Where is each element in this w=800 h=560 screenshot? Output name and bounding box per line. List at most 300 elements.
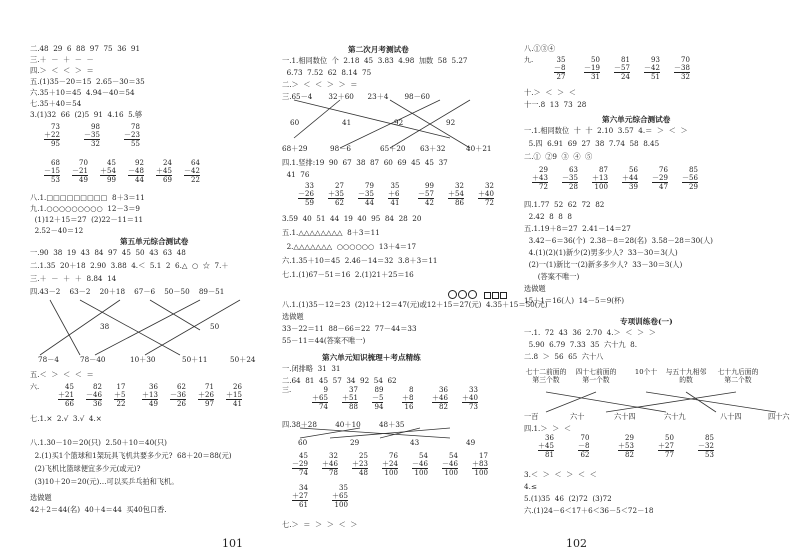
calc-operand-b-value: 83 — [479, 460, 488, 468]
answer-line: 三.＋ － ＋ ＋ 8.84 14 — [30, 274, 117, 283]
calc-operator: － — [554, 64, 561, 72]
calc-result: 53 — [705, 451, 714, 459]
calc-operand-a: 63 — [569, 166, 578, 174]
calc-operator: － — [184, 167, 191, 175]
calc-operand-a: 54 — [449, 452, 458, 460]
match-node: 41 — [342, 118, 352, 127]
calc-operator: ＋ — [462, 394, 469, 402]
calc-operand-a: 29 — [625, 434, 634, 442]
answer-line: 2.(1)买1个篮球和1架玩具飞机共要多少元? 68＋20＝88(元) — [30, 451, 232, 460]
calc-operand-b — [578, 442, 589, 450]
calc-operator: － — [84, 131, 91, 139]
answer-line: 二.48 29 6 88 97 75 36 91 — [30, 44, 141, 53]
match-node: 29 — [350, 438, 360, 447]
calc-operand-b-value: 56 — [689, 174, 698, 182]
calc-result: 100 — [444, 469, 458, 477]
answer-line: 4.(1)(2)(1)新少(2)男多少人? 33－30＝3(人) — [524, 248, 678, 257]
match-option: 四十六 — [768, 412, 790, 421]
vertical-calc — [352, 452, 368, 477]
match-option: 50＋24 — [230, 355, 256, 364]
vertical-calc — [170, 383, 186, 408]
calc-operand-b — [292, 460, 308, 468]
calc-result: 55 — [131, 140, 140, 148]
calc-operand-a: 85 — [689, 166, 698, 174]
answer-line: 三.＋ － ＋ － － — [30, 55, 94, 64]
calc-operand-b-value: 21 — [79, 167, 88, 175]
calc-result: 44 — [135, 176, 144, 184]
calc-operand-b-value: 53 — [625, 442, 634, 450]
calc-result: 51 — [651, 73, 660, 81]
calc-operator: ＋ — [432, 394, 439, 402]
calc-result: 97 — [205, 400, 214, 408]
calc-operator: ＋ — [142, 391, 149, 399]
calc-operand-a: 82 — [93, 383, 102, 391]
match-line — [546, 392, 596, 412]
calc-operator: ＋ — [622, 174, 629, 182]
calc-operand-b — [412, 460, 428, 468]
calc-operand-a: 50 — [665, 434, 674, 442]
answer-line: 一.闭排略 31 31 — [282, 364, 341, 373]
answer-line: 七.1.(1)67－51＝16 2.(1)21＋25＝16 — [282, 270, 414, 279]
vertical-calc — [292, 452, 308, 477]
calc-operator: ＋ — [292, 492, 299, 500]
match-option: 68＋29 — [282, 144, 308, 153]
calc-operand-b-value: 42 — [651, 64, 660, 72]
calc-operator: － — [442, 460, 449, 468]
calc-result: 28 — [569, 183, 578, 191]
answer-line: (2)一(1)新比一(2)新多多少人? 33－30＝3(人) — [524, 260, 683, 269]
calc-operand-b-value: 21 — [65, 391, 74, 399]
calc-operand-a: 73 — [51, 123, 60, 131]
calc-operand-a: 70 — [681, 56, 690, 64]
answer-line: 八.1.30－10＝20(只) 2.50＋10＝40(只) — [30, 438, 167, 447]
calc-result: 100 — [384, 469, 398, 477]
answer-line: 41 76 — [282, 170, 310, 179]
answer-line: 六.1.35＋10＝45 2.46－14＝32 3.8＋3＝11 — [282, 256, 438, 265]
section-title: 专项训练卷(一) — [620, 317, 673, 326]
calc-operand-a: 36 — [149, 383, 158, 391]
calc-operand-b — [114, 391, 125, 399]
answer-line: 四.38＋28 40＋10 48＋35 — [282, 420, 405, 429]
match-option: 40＋21 — [466, 144, 492, 153]
calc-operand-b-value: 48 — [135, 167, 144, 175]
matching-lines — [0, 0, 262, 560]
calc-operand-b-value: 65 — [339, 492, 348, 500]
answer-line: 5.90 6.79 7.33 35 六十九 8. — [524, 340, 637, 349]
calc-operator: ＋ — [448, 190, 455, 198]
answer-line: 55－11＝44(答案不唯一) — [282, 336, 366, 345]
calc-result: 82 — [439, 403, 448, 411]
answer-line: 八.①③④ — [524, 44, 556, 53]
calc-operand-a: 36 — [545, 434, 554, 442]
calc-operand-a: 62 — [177, 383, 186, 391]
vertical-calc — [442, 452, 458, 477]
match-option: 六十九 — [664, 412, 686, 421]
answer-line: 15＋1＝16(人) 14－5＝9(杯) — [524, 296, 625, 305]
answer-line: (答案不唯一) — [524, 272, 580, 281]
answer-line: 二.＞ ＜ ＜ ＞ ＞ ＝ — [282, 80, 358, 89]
calc-operator: ＋ — [198, 391, 205, 399]
calc-operator: ＋ — [58, 391, 65, 399]
answer-line: 九.1.○○○○○○○○○ 12－3＝9 — [30, 204, 141, 213]
answer-line: 选做题 — [282, 312, 304, 321]
calc-operand-a: 35 — [339, 484, 348, 492]
match-option: 98－6 — [330, 144, 351, 153]
answer-line: 八.1.□□□□□□□□□ 8＋3＝11 — [30, 193, 145, 202]
calc-operand-b-value: 29 — [659, 174, 668, 182]
calc-operand-a: 78 — [131, 123, 140, 131]
calc-result: 86 — [455, 199, 464, 207]
calc-operator: － — [614, 64, 621, 72]
calc-operand-a: 33 — [305, 182, 314, 190]
answer-line: 五.1.19＋8＝27 2.41－14＝27 — [524, 224, 631, 233]
calc-result: 36 — [93, 400, 102, 408]
calc-result: 62 — [335, 199, 344, 207]
calc-operator: － — [358, 190, 365, 198]
calc-result: 49 — [79, 176, 88, 184]
calc-operand-b-value: 35 — [91, 131, 100, 139]
calc-result: 44 — [365, 199, 374, 207]
calc-operand-b — [170, 391, 186, 399]
section-title: 第六单元综合测试卷 — [602, 115, 671, 124]
answer-line: 五.＜ ＞ ＜ ＜ ＝ — [30, 370, 94, 379]
match-line — [546, 392, 666, 412]
answer-line: 二.64 81 45 57 34 92 54 62 — [282, 376, 397, 385]
calc-operator: － — [86, 391, 93, 399]
page-number-left: 101 — [222, 537, 243, 550]
match-option: 78－40 — [80, 355, 106, 364]
calc-operand-b — [322, 460, 338, 468]
label-box: 与五十九相邻的数 — [665, 368, 707, 384]
calc-operand-a: 17 — [479, 452, 488, 460]
calc-result: 100 — [414, 469, 428, 477]
calc-operand-b-value: 26 — [205, 391, 214, 399]
calc-operand-b-value: 40 — [469, 394, 478, 402]
calc-result: 26 — [177, 400, 186, 408]
calc-operator: ＋ — [44, 131, 51, 139]
calc-operator: － — [652, 174, 659, 182]
calc-operand-b — [658, 442, 674, 450]
calc-operand-b-value: 46 — [449, 460, 458, 468]
calc-result: 49 — [149, 400, 158, 408]
answer-line: 二.① ②9 ③ ④ ⑤ — [524, 152, 593, 161]
calc-operator: ＋ — [538, 442, 545, 450]
calc-result: 94 — [374, 403, 384, 411]
calc-result: 32 — [681, 73, 690, 81]
calc-operand-a: 36 — [439, 386, 448, 394]
calc-result: 61 — [299, 501, 308, 509]
answer-line: 选做题 — [30, 493, 52, 502]
calc-operand-a: 33 — [469, 386, 478, 394]
calc-operand-a: 32 — [485, 182, 494, 190]
answer-line: 五.(1)35－20＝15 2.65－30＝35 — [30, 77, 145, 86]
calc-operand-a: 99 — [425, 182, 434, 190]
calc-operand-b — [442, 460, 458, 468]
answer-line: 一.1.相同数位 个 2.18 45 3.83 4.98 加数 58 5.27 — [282, 56, 468, 65]
calc-operand-b-value: 26 — [305, 190, 314, 198]
answer-line: 5.(1)35 46 (2)72 (3)72 — [524, 494, 612, 503]
calc-operand-a: 45 — [65, 383, 74, 391]
calc-operand-b — [58, 391, 74, 399]
answer-line: 十一.8 13 73 28 — [524, 100, 587, 109]
answer-line: 八.1.(1)35－12＝23 (2)12＋12＝47(元)或12＋15＝27(元) 4.35＋15＝50(元) — [282, 300, 548, 309]
calc-operator: ＋ — [100, 167, 107, 175]
calc-operator: ＋ — [114, 391, 121, 399]
vertical-calc — [578, 434, 589, 459]
answer-line: 2.42 8 8 8 — [524, 212, 572, 221]
calc-operator: ＋ — [478, 190, 485, 198]
vertical-calc — [114, 383, 125, 408]
calc-operand-b-value: 46 — [419, 460, 428, 468]
calc-result: 48 — [359, 469, 368, 477]
calc-operand-b — [226, 391, 242, 399]
match-line — [150, 300, 200, 330]
answer-line: 3.＜ ＞ ＜ ＞ ＜ ＜ — [524, 470, 597, 479]
calc-operator: － — [72, 167, 79, 175]
calc-operand-b-value: 38 — [681, 64, 690, 72]
calc-operator: － — [644, 64, 651, 72]
calc-operand-a: 37 — [349, 386, 358, 394]
calc-operand-b-value: 15 — [51, 167, 60, 175]
calc-operand-b-value: 24 — [389, 460, 398, 468]
match-line — [80, 300, 180, 355]
answer-line: 一.1. 72 43 36 2.70 4.＞ ＜ ＞ ＞ — [524, 328, 656, 337]
answer-line: 四.1.竖排:19 90 67 38 87 60 69 45 45 37 — [282, 158, 448, 167]
calc-result: 62 — [580, 451, 590, 459]
vertical-calc — [618, 434, 634, 459]
match-line — [95, 300, 200, 355]
calc-operator: ＋ — [382, 460, 389, 468]
match-line — [606, 392, 736, 412]
match-option: 10＋30 — [130, 355, 156, 364]
calc-result: 22 — [191, 176, 200, 184]
calc-result: 81 — [545, 451, 554, 459]
calc-operand-a: 54 — [419, 452, 428, 460]
calc-operand-a: 98 — [91, 123, 100, 131]
calc-operand-b-value: 19 — [591, 64, 600, 72]
calc-operator: － — [124, 131, 131, 139]
match-node: 43 — [410, 438, 420, 447]
answer-line: 5.四 6.91 69 27 38 7.74 58 8.45 — [524, 139, 660, 148]
calc-operand-b — [382, 460, 398, 468]
section-title: 第六单元知识梳理＋考点精练 — [322, 353, 421, 362]
answer-line: (1)12＋15＝27 (2)22－11＝11 — [30, 215, 144, 224]
calc-operand-b-value: 43 — [539, 174, 548, 182]
calc-operand-b — [698, 442, 714, 450]
answer-line: 七.35＋40＝54 — [30, 99, 82, 108]
calc-operand-b-value: 23 — [131, 131, 140, 139]
calc-operand-b — [332, 492, 348, 500]
vertical-calc — [332, 484, 348, 509]
match-option: 78－4 — [38, 355, 59, 364]
vertical-calc — [86, 383, 102, 408]
calc-operand-a: 35 — [390, 182, 400, 190]
calc-operand-a: 81 — [621, 56, 630, 64]
calc-operator: － — [412, 460, 419, 468]
calc-operator: － — [584, 64, 591, 72]
match-node: 50 — [210, 322, 220, 331]
calc-operand-a: 17 — [116, 383, 126, 391]
calc-operand-a: 50 — [591, 56, 600, 64]
calc-operand-a: 70 — [580, 434, 590, 442]
calc-result: 78 — [329, 469, 338, 477]
calc-operand-b-value: 5 — [379, 394, 384, 402]
calc-result: 100 — [474, 469, 488, 477]
answer-line: 42＋2＝44(名) 40＋4＝44 买40包口香. — [30, 505, 167, 514]
calc-label: 六. — [30, 383, 40, 391]
calc-operator: － — [128, 167, 135, 175]
calc-operator: ＋ — [332, 492, 339, 500]
calc-operand-b-value: 8 — [561, 64, 566, 72]
calc-operand-a: 56 — [629, 166, 638, 174]
label-box: 七十二前面的第三个数 — [525, 368, 567, 384]
calc-result: 29 — [689, 183, 698, 191]
match-option: 一百 — [524, 412, 539, 421]
calc-operator: ＋ — [342, 394, 349, 402]
calc-operand-a: 27 — [335, 182, 344, 190]
answer-line: 六.(1)24－6＜17＋6＜36－5＜72－18 — [524, 506, 654, 515]
calc-operator: － — [298, 190, 305, 198]
calc-operand-a: 35 — [556, 56, 566, 64]
calc-result: 99 — [107, 176, 116, 184]
answer-line: 选做题 — [524, 284, 546, 293]
answer-line: 七.1.× 2.√ 3.√ 4.× — [30, 414, 102, 423]
answer-line: (2)飞机比篮球便宜多少元(或元)? — [30, 464, 141, 473]
answer-line: 六.35＋10＝45 4.94－40＝54 — [30, 88, 135, 97]
match-line — [145, 300, 240, 355]
vertical-calc — [472, 452, 488, 477]
calc-operand-a: 79 — [365, 182, 374, 190]
calc-operator: ＋ — [156, 167, 163, 175]
answer-line: 三.65－4 32＋60 23＋4 98－60 — [282, 92, 430, 101]
answer-line: 3.(1)32 66 (2)5 91 4.16 5.够 — [30, 110, 143, 119]
calc-operand-b-value: 35 — [569, 174, 578, 182]
calc-operand-b-value: 54 — [107, 167, 116, 175]
calc-operand-b — [142, 391, 158, 399]
answer-line: 33－22＝11 88－66＝22 77－44＝33 — [282, 324, 417, 333]
answer-line: 4.≤ — [524, 482, 537, 491]
calc-operand-b-value: 46 — [439, 394, 448, 402]
calc-operand-b — [86, 391, 102, 399]
calc-operand-b-value: 8 — [409, 394, 414, 402]
calc-result: 27 — [556, 73, 566, 81]
match-node: 60 — [298, 438, 308, 447]
vertical-calc — [412, 452, 428, 477]
calc-operator: ＋ — [618, 442, 625, 450]
calc-operand-b — [538, 442, 554, 450]
calc-result: 41 — [233, 400, 242, 408]
match-option: 65＋20 — [380, 144, 406, 153]
calc-operand-a: 87 — [599, 166, 608, 174]
vertical-calc — [142, 383, 158, 408]
calc-operand-a: 92 — [135, 159, 144, 167]
answer-line: 2.52－40＝12 — [30, 226, 84, 235]
calc-operator: ＋ — [328, 190, 335, 198]
calc-operand-a: 76 — [659, 166, 668, 174]
answer-line: 3.42－6＝36(个) 2.38－8＝28(名) 3.58－28＝30(人) — [524, 236, 713, 245]
calc-result: 47 — [659, 183, 668, 191]
calc-operand-b-value: 44 — [629, 174, 638, 182]
match-node: 92 — [394, 118, 404, 127]
page-right — [516, 0, 800, 560]
calc-operator: ＋ — [592, 174, 599, 182]
calc-result: 77 — [665, 451, 674, 459]
calc-operand-b-value: 29 — [299, 460, 308, 468]
calc-operand-b-value: 15 — [233, 391, 242, 399]
answer-line: 二.1.35 20＋18 2.90 3.88 4.＜ 5.1 2 6.△ ○ ☆ 7.＋ — [30, 261, 229, 270]
calc-operator: ＋ — [402, 394, 409, 402]
calc-operator: － — [578, 442, 585, 450]
calc-operand-a: 71 — [205, 383, 214, 391]
calc-operand-b — [618, 442, 634, 450]
calc-result: 32 — [91, 140, 100, 148]
answer-line: 3.59 40 51 44 19 40 95 84 28 20 — [282, 214, 422, 223]
calc-operand-a: 29 — [539, 166, 548, 174]
calc-operand-b-value: 46 — [93, 391, 102, 399]
answer-line: 五.1.△△△△△△△△ 8＋3＝11 — [282, 228, 380, 237]
match-option: 八十四 — [720, 412, 742, 421]
calc-result: 53 — [51, 176, 60, 184]
calc-result: 82 — [625, 451, 634, 459]
calc-operand-b-value: 51 — [349, 394, 358, 402]
calc-operand-b-value: 45 — [545, 442, 554, 450]
vertical-calc — [226, 383, 242, 408]
calc-operand-b-value: 65 — [319, 394, 328, 402]
match-node: 49 — [466, 438, 476, 447]
calc-operator: － — [562, 174, 569, 182]
calc-operator: ＋ — [388, 190, 395, 198]
match-node: 92 — [446, 118, 456, 127]
calc-operand-b-value: 32 — [705, 442, 714, 450]
calc-operand-a: 76 — [389, 452, 398, 460]
answer-line: 四.1.77 52 62 72 82 — [524, 200, 605, 209]
label-box: 七十九后面的第二个数 — [717, 368, 759, 384]
calc-operand-b-value: 13 — [149, 391, 158, 399]
answer-line: 一.1.相同数位 十 十 2.10 3.57 4.＝ ＞ ＜ ＞ — [524, 126, 688, 135]
calc-operand-a: 25 — [359, 452, 368, 460]
calc-operand-b-value: 40 — [485, 190, 494, 198]
calc-operator: ＋ — [532, 174, 539, 182]
calc-result: 59 — [305, 199, 314, 207]
calc-operand-b-value: 36 — [177, 391, 186, 399]
calc-operand-a: 45 — [299, 452, 308, 460]
calc-result: 73 — [469, 403, 478, 411]
calc-operator: － — [292, 460, 299, 468]
calc-operand-a: 70 — [79, 159, 88, 167]
answer-line: 二.8 ＞ 56 65 六十八 — [524, 352, 604, 361]
calc-operator: ＋ — [312, 394, 319, 402]
answer-line: 四.43－2 63－2 20＋18 67－6 50－50 89－51 — [30, 287, 225, 296]
answer-line: 四.＞ ＜ ＜ ＞ ＝ — [30, 66, 94, 75]
calc-label: 三. — [282, 386, 292, 394]
vertical-calc — [30, 383, 39, 391]
calc-operator: － — [372, 394, 379, 402]
match-node: 60 — [290, 118, 300, 127]
section-title: 第二次月考测试卷 — [348, 45, 409, 54]
calc-operator: ＋ — [658, 442, 665, 450]
calc-result: 100 — [594, 183, 608, 191]
vertical-calc — [538, 434, 554, 459]
label-box: 10个十 — [634, 368, 658, 376]
calc-operand-b-value: 45 — [163, 167, 172, 175]
calc-result: 42 — [425, 199, 434, 207]
calc-result: 31 — [591, 73, 600, 81]
calc-operand-b-value: 42 — [191, 167, 200, 175]
vertical-calc — [292, 484, 308, 509]
calc-operand-b-value: 13 — [599, 174, 608, 182]
answer-line: (3)10＋20＝20(元)…可以买乒乓拍和飞机。 — [30, 477, 179, 486]
calc-operand-a: 68 — [51, 159, 60, 167]
